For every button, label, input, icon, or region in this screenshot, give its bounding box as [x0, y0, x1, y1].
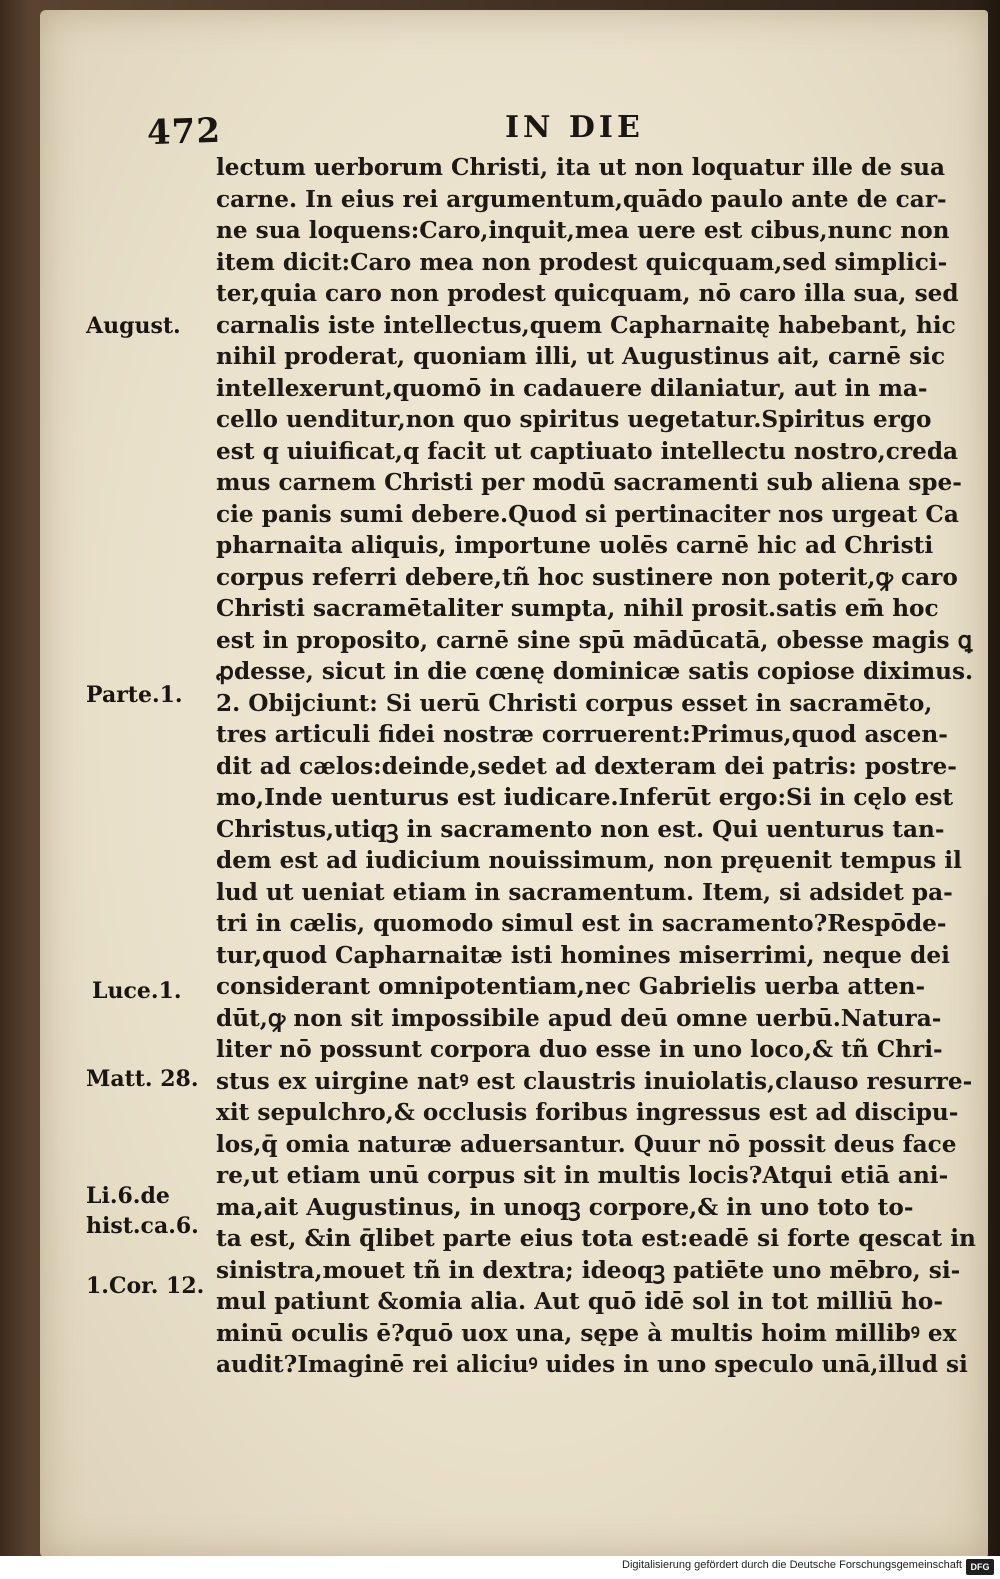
- text-line: tres articuli fidei nostræ corruerent:Primus,quod ascen-: [216, 721, 948, 748]
- text-line: cello uenditur,non quo spiritus uegetatur.Spiritus ergo: [216, 406, 932, 433]
- text-line: xit sepulchro,& occlusis foribus ingressus est ad discipu-: [216, 1099, 959, 1126]
- text-line: carnalis iste intellectus,quem Capharnaitę habebant, hic: [216, 311, 956, 339]
- text-line: ta est, &in q̄libet parte eius tota est:eadē si forte qescat in: [216, 1225, 976, 1252]
- text-line: est in proposito, carnē sine spū mādūcatā, obesse magis ꝗ: [216, 626, 973, 654]
- text-line: minū oculis ē?quō uox una, sępe à multis hoim millibꝰ ex: [216, 1319, 957, 1347]
- text-line: mus carnem Christi per modū sacramenti sub aliena spe-: [216, 469, 962, 496]
- margin-note: August.: [86, 313, 181, 339]
- text-line: intellexerunt,quomō in cadauere dilaniatur, aut in ma-: [216, 374, 928, 402]
- margin-note: 1.Cor. 12.: [86, 1273, 205, 1299]
- text-line: dit ad cælos:deinde,sedet ad dexteram dei patris: postre-: [216, 752, 957, 780]
- text-line: ter,quia caro non prodest quicquam, nō caro illa sua, sed: [216, 280, 959, 307]
- text-line: mo,Inde uenturus est iudicare.Inferūt ergo:Si in cęlo est: [216, 784, 954, 811]
- text-line: ma,ait Augustinus, in unoqꝫ corpore,& in uno toto to-: [216, 1193, 914, 1221]
- running-head: IN DIE: [505, 110, 644, 145]
- text-line: considerant omnipotentiam,nec Gabrielis uerba atten-: [216, 973, 926, 1000]
- text-line: carne. In eius rei argumentum,quādo paulo ante de car-: [216, 185, 947, 213]
- text-line: stus ex uirgine natꝰ est claustris inuiolatis,clauso resurre-: [216, 1067, 973, 1095]
- page-number: 472: [146, 110, 222, 154]
- body-text: [216, 152, 976, 1381]
- text-line: sinistra,mouet tñ in dextra; ideoqꝫ patiēte uno mēbro, si-: [216, 1256, 961, 1284]
- footer-credit: Digitalisierung gefördert durch die Deutsche Forschungsgemeinschaft: [622, 1559, 962, 1571]
- text-line: re,ut etiam unū corpus sit in multis locis?Atqui etiā ani-: [216, 1162, 949, 1189]
- margin-note: hist.ca.6.: [86, 1213, 199, 1239]
- text-line: lud ut ueniat etiam in sacramentum. Item, si adsidet pa-: [216, 878, 953, 906]
- text-line: lectum uerborum Christi, ita ut non loquatur ille de sua: [216, 154, 946, 181]
- text-line: Christus,utiqꝫ in sacramento non est. Qui uenturus tan-: [216, 815, 945, 843]
- margin-note: Li.6.de: [86, 1183, 170, 1209]
- margin-note: Parte.1.: [86, 682, 183, 708]
- text-line: pharnaita aliquis, importune uolēs carnē hic ad Christi: [216, 532, 934, 559]
- text-line: liter nō possunt corpora duo esse in uno loco,& tñ Chri-: [216, 1036, 943, 1063]
- text-line: tur,quod Capharnaitæ isti homines miserrimi, neque dei: [216, 941, 950, 969]
- text-line: ne sua loquens:Caro,inquit,mea uere est cibus,nunc non: [216, 217, 950, 244]
- text-line: los,q̄ omia naturæ aduersantur. Quur nō possit deus face: [216, 1130, 957, 1158]
- text-line: dem est ad iudicium nouissimum, non pręuenit tempus il: [216, 847, 962, 874]
- text-line: mul patiunt &omia alia. Aut quō idē sol in tot milliū ho-: [216, 1288, 944, 1315]
- text-line: item dicit:Caro mea non prodest quicquam,sed simplici-: [216, 248, 948, 276]
- text-line: audit?Imaginē rei aliciuꝰ uides in uno speculo unā,illud si: [216, 1351, 968, 1378]
- margin-note: Matt. 28.: [86, 1066, 199, 1092]
- dfg-logo-icon: DFG: [966, 1559, 994, 1575]
- text-line: dūt,ꝙ non sit impossibile apud deū omne uerbū.Natura-: [216, 1004, 942, 1032]
- text-line: tri in cælis, quomodo simul est in sacramento?Respōde-: [216, 910, 947, 937]
- footer-bar: [0, 1556, 1000, 1579]
- text-line: cie panis sumi debere.Quod si pertinaciter nos urgeat Ca: [216, 500, 959, 528]
- text-line: est q uiuificat,q facit ut captiuato intellectu nostro,creda: [216, 437, 959, 465]
- text-line: corpus referri debere,tñ hoc sustinere non poterit,ꝙ caro: [216, 563, 958, 591]
- text-line: nihil proderat, quoniam illi, ut Augustinus ait, carnē sic: [216, 343, 946, 370]
- text-line: 2. Obijciunt: Si uerū Christi corpus esset in sacramēto,: [216, 689, 933, 717]
- text-line: ꝓdesse, sicut in die cœnę dominicæ satis copiose diximus.: [216, 658, 974, 685]
- margin-note: Luce.1.: [92, 978, 182, 1004]
- text-line: Christi sacramētaliter sumpta, nihil prosit.satis em̄ hoc: [216, 595, 939, 622]
